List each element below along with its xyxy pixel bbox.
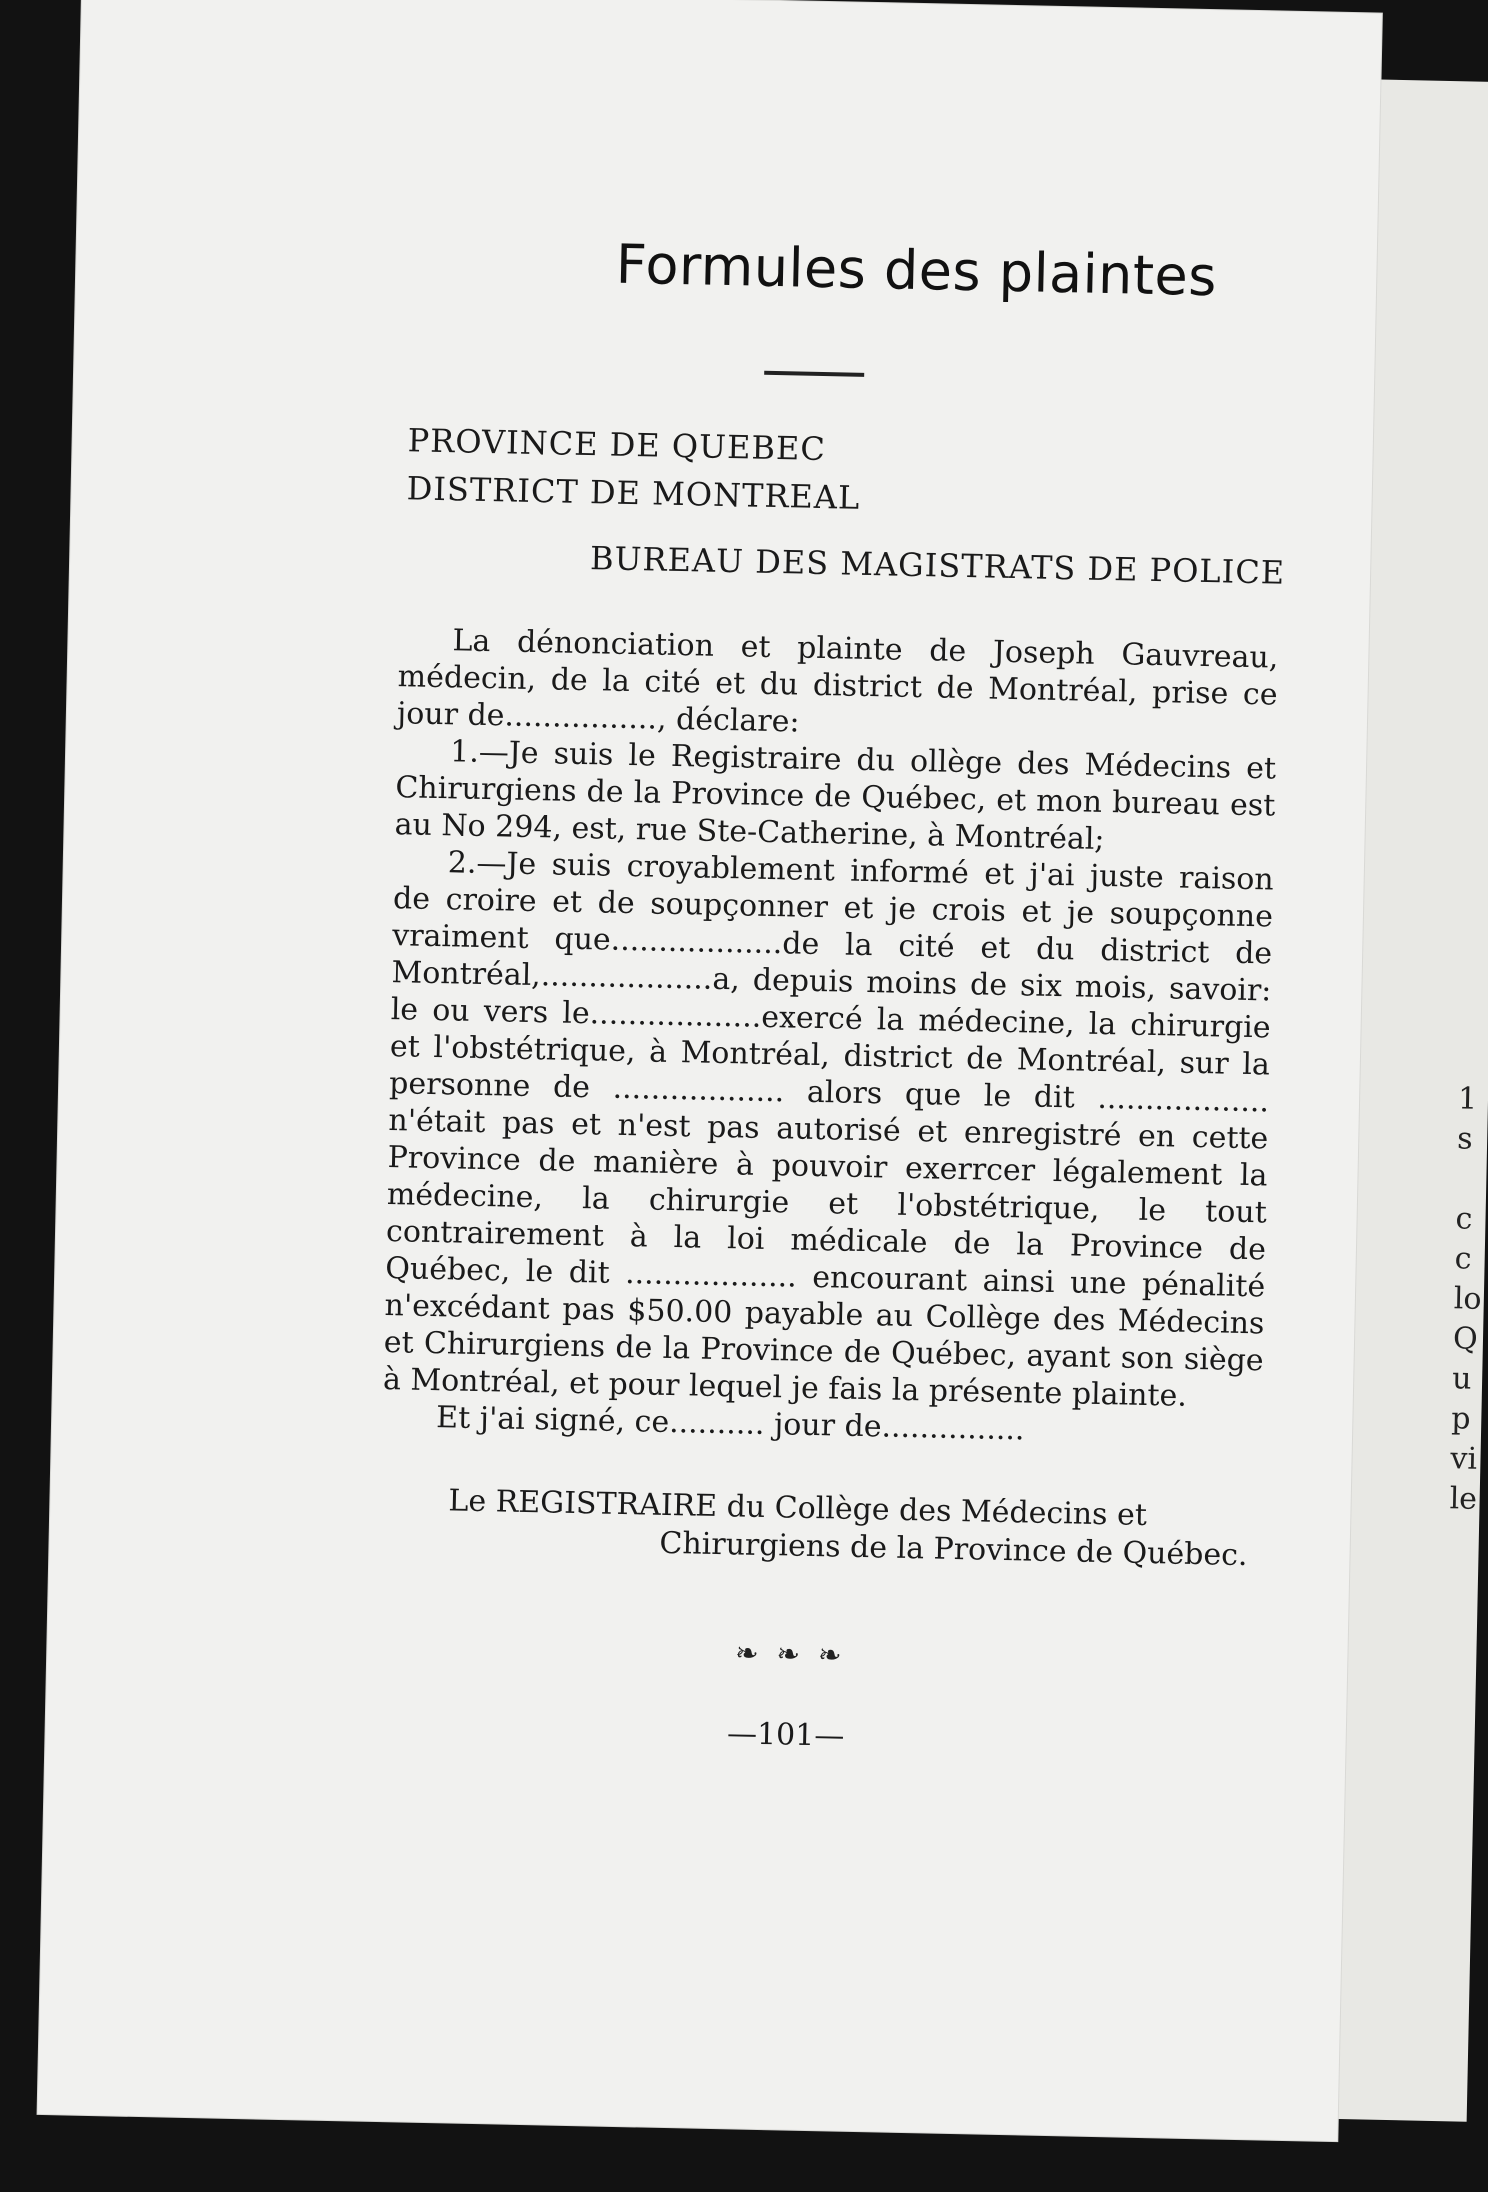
- paragraph-2: 2.—Je suis croyablement informé et j'ai juste raison de croire et de soupçonner et je crois et je soupçonne vraiment que..................de la cité et du district de Montréal,..................a, depuis moins de six mois, savoir: le ou vers le..................exercé la médecine, la chirurgie et l'obstétrique, à Montréal, district de Montréal, sur la personne de .................. alors que le dit .................. n'était pas et n'est pas autorisé et enregistré en cette Province de manière à pouvoir exerrcer légalement la médecine, la chirurgie et l'obstétrique, le tout contrairement à la loi médicale de la Province de Québec, le dit .................. encourant ainsi une pénalité n'excédant pas $50.00 payable au Collège des Médecins et Chirurgiens de la Province de Québec, ayant son siège à Montréal, et pour lequel je fais la présente plainte.: [382, 845, 1275, 1414]
- signature-block: [447, 1482, 1248, 1575]
- signature-line-1: Le REGISTRAIRE du Collège des Médecins et: [448, 1483, 1148, 1534]
- title-rule: [764, 371, 864, 377]
- paragraph-denonciation: La dénonciation et plainte de Joseph Gauvreau, médecin, de la cité et du district de Montréal, prise ce jour de................, déclare:: [396, 623, 1279, 740]
- book-page: [38, 0, 1382, 2141]
- paragraph-1: 1.—Je suis le Registraire du ollège des Médecins et Chirurgiens de la Province de Québec, et mon bureau est au No 294, est, rue Ste-Catherine, à Montréal;: [394, 734, 1277, 857]
- province-line: PROVINCE DE QUEBEC: [407, 421, 827, 469]
- page-number: —101—: [726, 1716, 845, 1754]
- signature-line-2: Chirurgiens de la Province de Québec.: [659, 1525, 1248, 1574]
- next-page-fragment: c: [1455, 1201, 1473, 1237]
- bureau-heading: BUREAU DES MAGISTRATS DE POLICE: [589, 539, 1286, 592]
- page-title: Formules des plaintes: [615, 232, 1218, 309]
- next-page-fragment: Q: [1452, 1321, 1478, 1357]
- paragraph-signed: Et j'ai signé, ce.......... jour de...............: [435, 1400, 1025, 1448]
- next-page-fragment: le: [1449, 1481, 1478, 1517]
- next-page-fragment: c: [1454, 1241, 1472, 1277]
- next-page-fragment: lo: [1453, 1281, 1482, 1317]
- next-page-fragment: s: [1456, 1121, 1473, 1157]
- next-page-fragment: vi: [1450, 1441, 1478, 1477]
- next-page-fragment: 1: [1457, 1081, 1478, 1117]
- next-page-fragment: p: [1450, 1401, 1471, 1437]
- complaint-body: [382, 621, 1279, 1453]
- fleuron-ornament: ❧❧❧: [734, 1636, 860, 1673]
- district-line: DISTRICT DE MONTREAL: [406, 469, 861, 517]
- next-page-fragment: u: [1451, 1361, 1472, 1397]
